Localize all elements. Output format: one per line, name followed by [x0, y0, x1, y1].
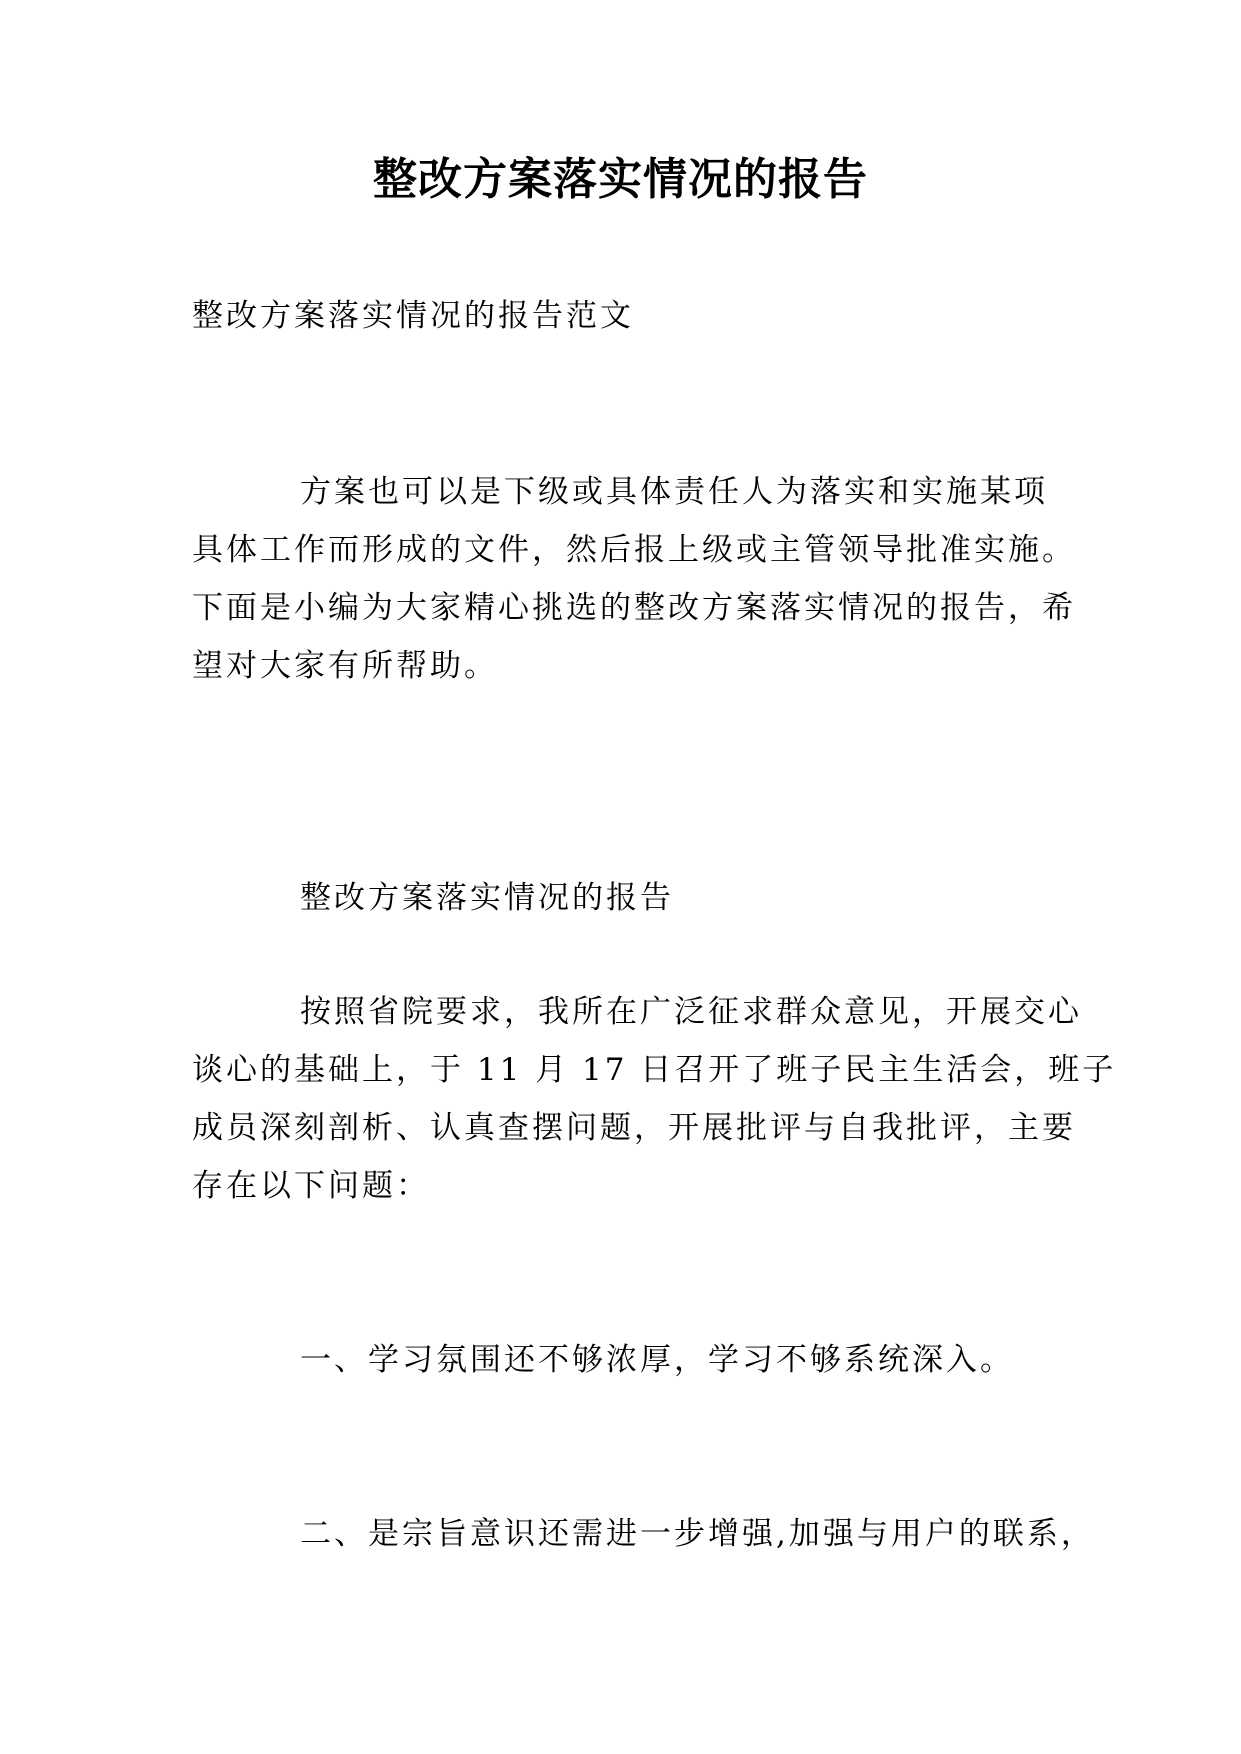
- body-line-3: 成员深刻剖析、认真查摆问题，开展批评与自我批评，主要: [192, 1110, 1076, 1146]
- intro-line-1: 方案也可以是下级或具体责任人为落实和实施某项: [300, 474, 1048, 510]
- item-two: 二、是宗旨意识还需进一步增强,加强与用户的联系，: [300, 1516, 1095, 1552]
- intro-line-3: 下面是小编为大家精心挑选的整改方案落实情况的报告，希: [192, 590, 1076, 626]
- body-line-1: 按照省院要求，我所在广泛征求群众意见，开展交心: [300, 994, 1082, 1030]
- body-line-2: 谈心的基础上，于 11 月 17 日召开了班子民主生活会，班子: [192, 1052, 1117, 1088]
- section-heading: 整改方案落实情况的报告: [300, 880, 674, 916]
- document-subtitle: 整改方案落实情况的报告范文: [192, 298, 634, 334]
- intro-line-4: 望对大家有所帮助。: [192, 648, 498, 684]
- body-line-4: 存在以下问题：: [192, 1168, 430, 1204]
- item-one: 一、学习氛围还不够浓厚，学习不够系统深入。: [300, 1342, 1014, 1378]
- intro-line-2: 具体工作而形成的文件，然后报上级或主管领导批准实施。: [192, 532, 1076, 568]
- document-title: 整改方案落实情况的报告: [373, 154, 868, 205]
